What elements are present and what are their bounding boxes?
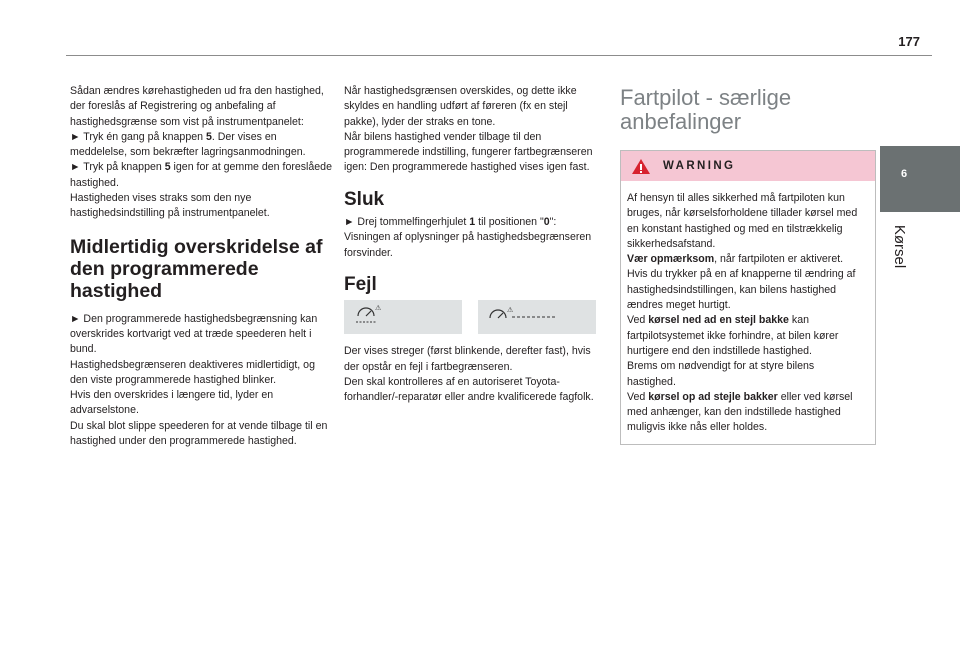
warning-box bbox=[620, 150, 876, 445]
section-heading: Midlertidig overskridelse af den programmerede hastighed bbox=[70, 235, 323, 302]
fault-display-2 bbox=[478, 300, 596, 334]
fault-display-figures bbox=[344, 300, 596, 334]
paragraph: Den skal kontrolleres af en autoriseret Toyota-forhandler/-reparatør eller andre kvalificerede fagfolk. bbox=[344, 375, 594, 404]
warning-body bbox=[621, 181, 875, 444]
column-2 bbox=[344, 84, 596, 405]
speed-limiter-fault-dashes-icon bbox=[478, 300, 596, 334]
paragraph: ► Tryk én gang på knappen 5. Der vises en meddelelse, som bekræfter lagringsanmodningen. bbox=[70, 130, 306, 159]
paragraph: Der vises streger (først blinkende, derefter fast), hvis der opstår en fejl i fartbegrænseren. bbox=[344, 345, 591, 373]
paragraph: Af hensyn til alles sikkerhed må fartpiloten kun bruges, når kørselsforholdene tillader kørsel med en konstant hastighed og med en tilstrækkelig sikkerhedsafstand. bbox=[627, 192, 858, 250]
paragraph: ► Den programmerede hastighedsbegrænsning kan overskrides kortvarigt ved at træde speederen helt i bund. bbox=[70, 312, 318, 356]
warning-triangle-icon bbox=[631, 158, 651, 180]
column-1 bbox=[70, 84, 332, 449]
svg-text:⚠: ⚠ bbox=[507, 306, 514, 315]
paragraph: Når hastighedsgrænsen overskides, og dette ikke skyldes en handling udført af føreren (fx en stejl pakke), lyder der straks en tone. bbox=[344, 85, 577, 128]
paragraph: Når bilens hastighed vender tilbage til den programmerede indstilling, fungerer fartbegrænseren igen: Den programmerede hastighed vises igen fast. bbox=[344, 130, 593, 174]
fault-display-1 bbox=[344, 300, 462, 334]
page-number: 177 bbox=[898, 34, 920, 49]
svg-text:⚠: ⚠ bbox=[375, 304, 382, 313]
paragraph: Brems om nødvendigt for at styre bilens hastighed. bbox=[627, 360, 815, 388]
paragraph: ► Drej tommelfingerhjulet 1 til positionen "0": Visningen af oplysninger på hastighedsbegrænseren forsvinder. bbox=[344, 216, 592, 259]
section-heading-off: Sluk bbox=[344, 188, 385, 210]
paragraph: Sådan ændres kørehastigheden ud fra den hastighed, der foreslås af Registrering og anbefaling af hastighedsgrænse som vist på instrumentpanelet: bbox=[70, 85, 324, 128]
paragraph: Du skal blot slippe speederen for at vende tilbage til en hastighed under den programmerede hastighed. bbox=[70, 419, 328, 448]
chapter-tab bbox=[880, 146, 960, 212]
chapter-title: Kørsel bbox=[891, 224, 909, 269]
chapter-label-box bbox=[884, 218, 924, 278]
chapter-number: 6 bbox=[900, 168, 908, 180]
paragraph: Vær opmærksom, når fartpiloten er aktiveret. Hvis du trykker på en af knapperne til ændring af hastighedsindstillingen, kan bilens hastighed ændres meget hurtigt. bbox=[627, 253, 856, 312]
warning-header bbox=[621, 151, 875, 181]
paragraph: ► Tryk på knappen 5 igen for at gemme den foreslåede hastighed. bbox=[70, 161, 332, 189]
header-rule bbox=[66, 55, 932, 56]
section-heading-fault: Fejl bbox=[344, 273, 377, 295]
warning-title: WARNING bbox=[663, 160, 736, 172]
paragraph: Ved kørsel op ad stejle bakker eller ved kørsel med anhænger, kan den indstillede hastighed muligvis ikke nås eller holdes. bbox=[627, 390, 853, 434]
paragraph: Hastighedsbegrænseren deaktiveres midlertidigt, og den viste programmerede hastighed blinker. bbox=[70, 358, 315, 386]
speed-limiter-fault-icon bbox=[344, 300, 462, 334]
paragraph: Hastigheden vises straks som den nye hastighedsindstilling på instrumentpanelet. bbox=[70, 192, 270, 220]
column-3 bbox=[620, 86, 876, 445]
paragraph: Ved kørsel ned ad en stejl bakke kan fartpilotsystemet ikke forhindre, at bilen kører hurtigere end den indstillede hastighed. bbox=[627, 314, 839, 357]
paragraph: Hvis den overskrides i længere tid, lyder en advarselstone. bbox=[70, 389, 274, 417]
section-title: Fartpilot - særlige anbefalinger bbox=[620, 85, 792, 134]
